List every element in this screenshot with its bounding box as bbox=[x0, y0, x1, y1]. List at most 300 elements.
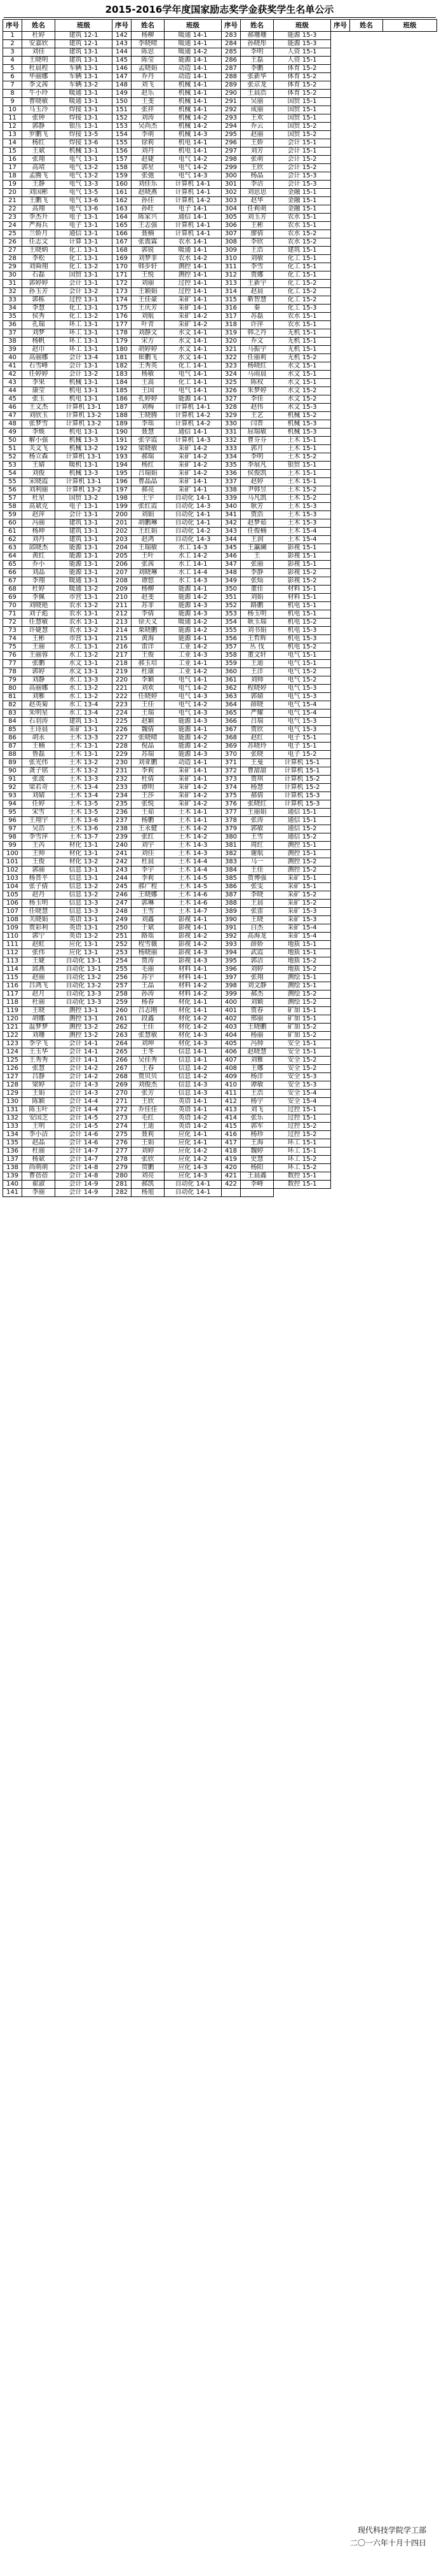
class-cell: 水文 15-1 bbox=[274, 379, 331, 387]
name-cell: 宋雪 bbox=[22, 809, 55, 817]
class-cell: 英语 13-1 bbox=[55, 916, 112, 924]
table-row bbox=[3, 98, 437, 106]
seq-cell: 362 bbox=[222, 685, 241, 693]
seq-cell: 330 bbox=[222, 420, 241, 428]
class-cell: 安全 15-4 bbox=[274, 1098, 331, 1106]
class-cell: 电气 15-3 bbox=[274, 726, 331, 734]
class-cell: 土木 13-1 bbox=[55, 743, 112, 751]
class-cell: 测控 14-1 bbox=[165, 263, 222, 271]
seq-cell: 170 bbox=[112, 263, 132, 271]
seq-cell: 318 bbox=[222, 321, 241, 329]
table-row bbox=[3, 412, 437, 420]
seq-cell: 304 bbox=[222, 205, 241, 214]
seq-cell: 105 bbox=[3, 891, 22, 900]
table-row bbox=[3, 280, 437, 288]
class-cell: 水工 14-1 bbox=[165, 561, 222, 569]
name-cell: 解小强 bbox=[22, 437, 55, 445]
seq-cell: 165 bbox=[112, 222, 132, 230]
table-row bbox=[3, 57, 437, 65]
class-cell: 电气 15-4 bbox=[274, 709, 331, 718]
name-cell: 耿芳 bbox=[241, 503, 274, 511]
seq-cell: 393 bbox=[222, 941, 241, 949]
seq-cell: 119 bbox=[3, 1007, 22, 1015]
table-row bbox=[3, 867, 437, 875]
class-cell: 工业 14-2 bbox=[165, 668, 222, 676]
class-cell: 数控 15-1 bbox=[274, 1172, 331, 1181]
class-cell: 电子 13-1 bbox=[55, 503, 112, 511]
seq-cell: 409 bbox=[222, 1073, 241, 1081]
name-cell: 刘晶 bbox=[22, 569, 55, 577]
name-cell: 王秀英 bbox=[132, 362, 165, 371]
class-cell: 农水 15-1 bbox=[274, 222, 331, 230]
class-cell: 电子 15-1 bbox=[274, 734, 331, 743]
class-cell: 建筑 13-1 bbox=[55, 519, 112, 528]
class-cell: 过控 13-1 bbox=[55, 296, 112, 305]
name-cell: 苏菲 bbox=[132, 602, 165, 610]
seq-cell: 208 bbox=[112, 577, 132, 586]
name-cell: 李倩 bbox=[132, 610, 165, 619]
seq-cell: 300 bbox=[222, 172, 241, 181]
table-row bbox=[3, 957, 437, 966]
seq-cell: 366 bbox=[222, 718, 241, 726]
class-cell: 机械 13-1 bbox=[55, 379, 112, 387]
table-row bbox=[3, 875, 437, 883]
title-underline bbox=[4, 17, 436, 18]
class-cell: 机械 14-2 bbox=[165, 114, 222, 123]
table-row bbox=[3, 809, 437, 817]
name-cell: 任婷婷 bbox=[22, 371, 55, 379]
class-cell: 土木 13-6 bbox=[55, 825, 112, 833]
class-cell: 电气 15-1 bbox=[274, 660, 331, 668]
seq-cell: 349 bbox=[222, 577, 241, 586]
seq-cell: 175 bbox=[112, 305, 132, 313]
seq-cell: 306 bbox=[222, 222, 241, 230]
seq-cell: 143 bbox=[112, 40, 132, 48]
seq-cell: 239 bbox=[112, 833, 132, 842]
table-row bbox=[3, 974, 437, 982]
seq-cell: 297 bbox=[222, 147, 241, 156]
seq-cell: 123 bbox=[3, 1040, 22, 1048]
class-cell: 金融 15-1 bbox=[274, 197, 331, 205]
seq-cell: 412 bbox=[222, 1098, 241, 1106]
name-cell: 刘丹 bbox=[22, 536, 55, 544]
class-cell: 国贸 15-2 bbox=[274, 123, 331, 131]
table-row bbox=[3, 354, 437, 362]
class-cell: 影视 14-1 bbox=[165, 916, 222, 924]
table-row bbox=[3, 1040, 437, 1048]
class-cell: 通信 15-1 bbox=[274, 817, 331, 825]
name-cell: 郝广程 bbox=[132, 883, 165, 891]
seq-cell: 94 bbox=[3, 800, 22, 809]
name-cell: 谭明 bbox=[132, 784, 165, 792]
table-row bbox=[3, 263, 437, 271]
table-row bbox=[3, 916, 437, 924]
seq-cell: 233 bbox=[112, 784, 132, 792]
seq-cell: 376 bbox=[222, 800, 241, 809]
class-cell: 测控 13-2 bbox=[55, 1024, 112, 1032]
seq-cell: 198 bbox=[112, 495, 132, 503]
name-cell: 路鹏 bbox=[241, 602, 274, 610]
class-cell: 车辆 13-2 bbox=[55, 81, 112, 90]
table-row bbox=[3, 453, 437, 462]
seq-cell: 30 bbox=[3, 271, 22, 280]
name-cell: 杨晋平 bbox=[22, 875, 55, 883]
name-cell: 邱晓杰 bbox=[22, 544, 55, 552]
class-cell: 农水 14-1 bbox=[165, 238, 222, 247]
class-cell: 材化 14-1 bbox=[165, 999, 222, 1007]
name-cell: 任晓慧 bbox=[22, 908, 55, 916]
class-cell: 机械 14-1 bbox=[165, 81, 222, 90]
seq-cell: 250 bbox=[112, 924, 132, 933]
class-cell: 化工 15-1 bbox=[274, 255, 331, 263]
seq-cell: 370 bbox=[222, 751, 241, 759]
name-cell: 苏宇 bbox=[132, 974, 165, 982]
table-row bbox=[3, 106, 437, 114]
seq-cell: 52 bbox=[3, 453, 22, 462]
name-cell: 张梦雪 bbox=[22, 420, 55, 428]
seq-cell: 104 bbox=[3, 883, 22, 891]
class-cell: 农水 15-2 bbox=[274, 230, 331, 238]
name-cell: 杨晓红 bbox=[241, 362, 274, 371]
seq-cell: 44 bbox=[3, 387, 22, 395]
name-cell: 马凡凯 bbox=[241, 495, 274, 503]
name-cell: 刘珊 bbox=[22, 1032, 55, 1040]
class-cell: 能源 14-3 bbox=[165, 751, 222, 759]
name-cell: 王欢 bbox=[241, 114, 274, 123]
table-row bbox=[3, 776, 437, 784]
seq-cell: 271 bbox=[112, 1098, 132, 1106]
class-cell: 人资 15-1 bbox=[274, 57, 331, 65]
seq-cell: 279 bbox=[112, 1164, 132, 1172]
table-row bbox=[3, 214, 437, 222]
name-cell: 刘静文 bbox=[132, 329, 165, 338]
class-cell: 地质 15-2 bbox=[274, 966, 331, 974]
name-cell: 王迪 bbox=[241, 660, 274, 668]
class-cell: 机械 14-1 bbox=[165, 90, 222, 98]
name-cell: 王楠 bbox=[22, 743, 55, 751]
class-cell: 会计 13-4 bbox=[55, 354, 112, 362]
class-cell: 测绘 15-2 bbox=[274, 990, 331, 999]
name-cell: 李学飞 bbox=[22, 1040, 55, 1048]
seq-cell: 159 bbox=[112, 172, 132, 181]
class-cell: 水工 13-4 bbox=[55, 709, 112, 718]
class-cell: 机械 15-3 bbox=[274, 428, 331, 437]
name-cell: 胡永 bbox=[22, 734, 55, 743]
class-cell: 计算机 13-2 bbox=[55, 486, 112, 495]
seq-cell: 74 bbox=[3, 635, 22, 643]
class-cell: 电气 14-2 bbox=[165, 685, 222, 693]
seq-cell: 365 bbox=[222, 709, 241, 718]
class-cell: 影视 14-3 bbox=[165, 949, 222, 957]
seq-cell: 217 bbox=[112, 652, 132, 660]
name-cell: 郭婷婷 bbox=[22, 280, 55, 288]
seq-cell: 51 bbox=[3, 445, 22, 453]
class-cell: 影视 15-2 bbox=[274, 577, 331, 586]
name-cell: 张翔 bbox=[22, 156, 55, 164]
seq-cell: 32 bbox=[3, 288, 22, 296]
name-cell: 杜晨程 bbox=[22, 65, 55, 73]
class-cell: 环工 13-1 bbox=[55, 321, 112, 329]
name-cell: 刘梦 bbox=[22, 329, 55, 338]
class-cell: 会计 14-9 bbox=[55, 1181, 112, 1189]
name-cell: 贾娜 bbox=[241, 271, 274, 280]
table-row bbox=[3, 734, 437, 743]
class-cell: 影视 15-2 bbox=[274, 569, 331, 577]
seq-cell: 363 bbox=[222, 693, 241, 701]
class-cell: 英语 14-1 bbox=[165, 1098, 222, 1106]
name-cell: 张晓 bbox=[241, 751, 274, 759]
class-cell: 环工 15-2 bbox=[274, 1164, 331, 1172]
name-cell: 胡婷婷 bbox=[132, 346, 165, 354]
class-cell: 农水 15-1 bbox=[274, 313, 331, 321]
class-cell: 影视 15-1 bbox=[274, 552, 331, 561]
name-cell: 王春 bbox=[132, 1065, 165, 1073]
class-cell: 英语 13-1 bbox=[55, 924, 112, 933]
name-cell: 严海兵 bbox=[22, 222, 55, 230]
class-cell: 水工 13-2 bbox=[55, 685, 112, 693]
name-cell: 杨晓丽 bbox=[132, 949, 165, 957]
class-cell: 水文 14-1 bbox=[165, 354, 222, 362]
table-row bbox=[3, 891, 437, 900]
class-cell: 影视 15-1 bbox=[274, 544, 331, 552]
seq-cell: 40 bbox=[3, 354, 22, 362]
class-cell: 通信 15-1 bbox=[274, 809, 331, 817]
name-cell: 赵丽 bbox=[241, 131, 274, 139]
class-cell: 采矿 14-2 bbox=[165, 800, 222, 809]
name-cell: 孟晓娟 bbox=[132, 65, 165, 73]
name-cell: 王丽蓉 bbox=[22, 652, 55, 660]
class-cell: 信息 13-1 bbox=[55, 867, 112, 875]
class-cell: 水文 13-1 bbox=[55, 660, 112, 668]
seq-cell: 164 bbox=[112, 214, 132, 222]
name-cell: 张京龙 bbox=[241, 81, 274, 90]
seq-cell: 313 bbox=[222, 280, 241, 288]
class-cell: 材化 13-2 bbox=[55, 858, 112, 867]
seq-cell: 147 bbox=[112, 73, 132, 81]
seq-cell: 216 bbox=[112, 643, 132, 652]
seq-cell: 261 bbox=[112, 1015, 132, 1024]
class-cell: 机械 13-3 bbox=[55, 437, 112, 445]
name-cell: 王红娟 bbox=[132, 528, 165, 536]
class-cell: 体育 15-2 bbox=[274, 81, 331, 90]
class-cell: 会计 13-1 bbox=[55, 362, 112, 371]
seq-cell: 270 bbox=[112, 1090, 132, 1098]
seq-cell: 350 bbox=[222, 586, 241, 594]
table-row bbox=[3, 949, 437, 957]
seq-cell: 254 bbox=[112, 957, 132, 966]
name-cell: 许婕慧 bbox=[22, 627, 55, 635]
class-cell: 机电 15-3 bbox=[274, 635, 331, 643]
name-cell: 赵红 bbox=[241, 734, 274, 743]
seq-cell: 291 bbox=[222, 98, 241, 106]
class-cell: 市营 13-1 bbox=[55, 635, 112, 643]
name-cell: 李慧 bbox=[22, 305, 55, 313]
name-cell: 任晓婷 bbox=[132, 693, 165, 701]
seq-cell: 47 bbox=[3, 412, 22, 420]
class-cell: 测控 15-2 bbox=[274, 867, 331, 875]
seq-cell: 64 bbox=[3, 552, 22, 561]
seq-cell: 12 bbox=[3, 123, 22, 131]
class-cell: 体育 15-2 bbox=[274, 90, 331, 98]
seq-cell: 122 bbox=[3, 1032, 22, 1040]
name-cell: 任慧敏 bbox=[22, 619, 55, 627]
seq-cell: 14 bbox=[3, 139, 22, 147]
name-cell: 王翔宇 bbox=[22, 817, 55, 825]
seq-cell: 151 bbox=[112, 106, 132, 114]
name-cell: 郭敏 bbox=[241, 825, 274, 833]
name-cell: 李萌 bbox=[132, 131, 165, 139]
name-cell: 李翔 bbox=[22, 577, 55, 586]
class-cell: 无机 15-1 bbox=[274, 338, 331, 346]
name-cell: 李展凡 bbox=[241, 462, 274, 470]
seq-cell: 334 bbox=[222, 453, 241, 462]
seq-cell: 95 bbox=[3, 809, 22, 817]
class-cell: 国贸 15-1 bbox=[274, 114, 331, 123]
name-cell: 李晓晴 bbox=[132, 40, 165, 48]
name-cell: 王俊 bbox=[132, 652, 165, 660]
seq-cell: 96 bbox=[3, 817, 22, 825]
name-cell: 陈思 bbox=[132, 48, 165, 57]
seq-cell: 320 bbox=[222, 338, 241, 346]
name-cell: 李洁 bbox=[241, 181, 274, 189]
seq-cell: 358 bbox=[222, 652, 241, 660]
class-cell: 过控 15-2 bbox=[274, 1123, 331, 1131]
name-cell: 王莎 bbox=[132, 792, 165, 800]
class-cell: 土木 13-4 bbox=[55, 792, 112, 800]
name-cell: 刘晓艳 bbox=[22, 602, 55, 610]
seq-cell: 289 bbox=[222, 81, 241, 90]
class-cell: 能源 14-1 bbox=[165, 726, 222, 734]
name-cell: 郭静 bbox=[22, 123, 55, 131]
class-cell: 土木 14-3 bbox=[165, 850, 222, 858]
seq-cell: 414 bbox=[222, 1114, 241, 1123]
name-cell: 李鹏 bbox=[241, 65, 274, 73]
class-cell: 测绘 15-1 bbox=[274, 974, 331, 982]
class-cell: 土木 15-3 bbox=[274, 511, 331, 519]
name-cell: 李明 bbox=[241, 453, 274, 462]
class-cell: 暖通 13-1 bbox=[55, 577, 112, 586]
seq-cell: 285 bbox=[222, 48, 241, 57]
name-cell: 谭敏 bbox=[241, 1081, 274, 1090]
class-cell: 机械 15-2 bbox=[274, 412, 331, 420]
class-cell: 土木 15-2 bbox=[274, 495, 331, 503]
table-row bbox=[3, 395, 437, 404]
name-cell: 贺鹏 bbox=[132, 1164, 165, 1172]
class-cell: 暖通 13-2 bbox=[55, 586, 112, 594]
class-cell: 自动化 13-2 bbox=[55, 974, 112, 982]
seq-cell: 411 bbox=[222, 1090, 241, 1098]
seq-cell: 257 bbox=[112, 982, 132, 990]
name-cell: 贾春 bbox=[241, 1007, 274, 1015]
class-cell: 应化 14-3 bbox=[165, 1172, 222, 1181]
name-cell: 秦 bbox=[241, 305, 274, 313]
table-row bbox=[3, 1123, 437, 1131]
name-cell: 韩步轩 bbox=[132, 263, 165, 271]
seq-cell: 125 bbox=[3, 1057, 22, 1065]
class-cell: 自动化 14-1 bbox=[165, 1189, 222, 1197]
seq-cell: 394 bbox=[222, 949, 241, 957]
seq-cell: 2 bbox=[3, 40, 22, 48]
seq-cell: 15 bbox=[3, 147, 22, 156]
class-cell: 采矿 14-2 bbox=[165, 321, 222, 329]
name-cell: 白杰 bbox=[241, 924, 274, 933]
table-row bbox=[3, 205, 437, 214]
class-cell: 采矿 14-1 bbox=[165, 296, 222, 305]
class-cell: 自动化 14-1 bbox=[165, 511, 222, 519]
class-cell: 测控 13-1 bbox=[55, 1007, 112, 1015]
seq-cell: 42 bbox=[3, 371, 22, 379]
name-cell: 王晓娜 bbox=[132, 891, 165, 900]
name-cell: 孙佳 bbox=[132, 197, 165, 205]
seq-cell: 174 bbox=[112, 296, 132, 305]
table-row bbox=[3, 726, 437, 734]
seq-cell: 399 bbox=[222, 990, 241, 999]
seq-cell: 186 bbox=[112, 395, 132, 404]
class-cell: 土木 15-1 bbox=[274, 470, 331, 478]
class-cell: 信息 14-3 bbox=[165, 1090, 222, 1098]
name-cell: 郭锐 bbox=[132, 247, 165, 255]
name-cell: 吴佳秀 bbox=[132, 1057, 165, 1065]
name-cell: 李莉 bbox=[132, 875, 165, 883]
seq-cell: 53 bbox=[3, 462, 22, 470]
class-cell: 环工 13-1 bbox=[55, 329, 112, 338]
name-cell: 耿玉瑞 bbox=[241, 619, 274, 627]
table-row bbox=[3, 759, 437, 767]
class-cell: 采矿 14-2 bbox=[165, 784, 222, 792]
table-row bbox=[3, 693, 437, 701]
column-header: 姓名 bbox=[350, 20, 383, 32]
name-cell: 石雪峰 bbox=[22, 362, 55, 371]
seq-cell: 316 bbox=[222, 305, 241, 313]
table-row bbox=[3, 1081, 437, 1090]
seq-cell: 19 bbox=[3, 181, 22, 189]
seq-cell: 155 bbox=[112, 139, 132, 147]
seq-cell: 341 bbox=[222, 511, 241, 519]
name-cell: 张萌 bbox=[241, 156, 274, 164]
name-cell: 乔云 bbox=[241, 123, 274, 131]
class-cell: 测控 15-1 bbox=[274, 850, 331, 858]
seq-cell: 168 bbox=[112, 247, 132, 255]
seq-cell: 62 bbox=[3, 536, 22, 544]
name-cell: 侯俊凯 bbox=[241, 470, 274, 478]
class-cell: 安全 15-2 bbox=[274, 1065, 331, 1073]
seq-cell: 335 bbox=[222, 462, 241, 470]
name-cell: 杜康 bbox=[132, 668, 165, 676]
table-row bbox=[3, 371, 437, 379]
name-cell: 杜丽 bbox=[22, 999, 55, 1007]
class-cell: 会计 14-8 bbox=[55, 1172, 112, 1181]
name-cell: 邢丽 bbox=[241, 1015, 274, 1024]
class-cell: 工业 14-3 bbox=[165, 652, 222, 660]
class-cell: 计算机 15-3 bbox=[274, 792, 331, 800]
seq-cell: 139 bbox=[3, 1172, 22, 1181]
name-cell: 李瑶 bbox=[132, 420, 165, 428]
name-cell: 刘静 bbox=[22, 676, 55, 685]
name-cell: 严耀 bbox=[241, 709, 274, 718]
table-row bbox=[3, 32, 437, 40]
class-cell: 过控 15-2 bbox=[274, 1131, 331, 1139]
name-cell: 王宇 bbox=[132, 495, 165, 503]
seq-cell: 340 bbox=[222, 503, 241, 511]
class-cell: 农水 15-1 bbox=[274, 214, 331, 222]
name-cell: 吕静 bbox=[22, 1073, 55, 1081]
seq-cell: 188 bbox=[112, 412, 132, 420]
class-cell: 土木 13-2 bbox=[55, 759, 112, 767]
seq-cell: 321 bbox=[222, 346, 241, 354]
name-cell: 郭婷 bbox=[22, 668, 55, 676]
name-cell: 刘娟 bbox=[241, 594, 274, 602]
seq-cell: 126 bbox=[3, 1065, 22, 1073]
